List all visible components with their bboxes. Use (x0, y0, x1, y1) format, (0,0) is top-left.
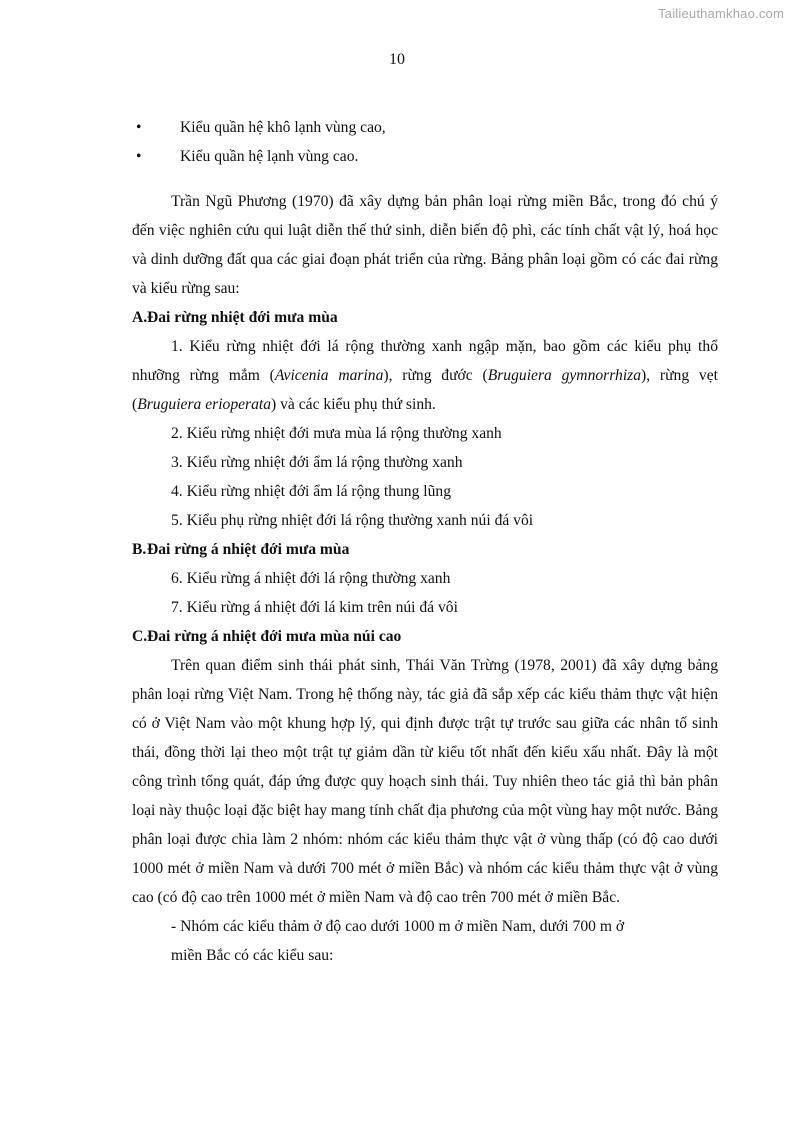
bullet-item (132, 113, 718, 142)
bullet-icon: • (136, 119, 142, 136)
item-text: ), rừng đước ( (383, 367, 488, 384)
list-item: 5. Kiểu phụ rừng nhiệt đới lá rộng thường xanh núi đá vôi (171, 512, 534, 529)
bullet-item (132, 142, 718, 171)
spacer (132, 171, 718, 187)
intro-paragraph: Trần Ngũ Phương (1970) đã xây dựng bản phân loại rừng miền Bắc, trong đó chú ý đến việc nghiên cứu qui luật diễn thế thứ sinh, diễn biến độ phì, các tính chất vật lý, hoá học và dinh dưỡng đất qua các giai đoạn phát triển của rừng. Bảng phân loại gồm có các đai rừng và kiểu rừng sau: (132, 193, 718, 297)
item-text: 1. Kiểu rừng nhiệt đới lá rộng thường xanh ngập mặn, bao gồm các kiểu phụ thổ nhưỡng rừng mắm ( (132, 338, 718, 384)
section-title: Đai rừng nhiệt đới mưa mùa (147, 309, 338, 326)
section-letter: C. (132, 628, 148, 645)
bullet-text: Kiểu quần hệ lạnh vùng cao. (180, 148, 359, 165)
section-heading-c (132, 622, 718, 651)
list-item: 2. Kiểu rừng nhiệt đới mưa mùa lá rộng thường xanh (171, 425, 502, 442)
bullet-text: Kiểu quần hệ khô lạnh vùng cao, (180, 119, 386, 136)
list-item: 6. Kiểu rừng á nhiệt đới lá rộng thường xanh (171, 570, 451, 587)
page-number: 10 (389, 51, 405, 68)
list-item: 4. Kiểu rừng nhiệt đới ẩm lá rộng thung lũng (171, 483, 452, 500)
section-heading-a (132, 303, 718, 332)
item-text: ) và các kiểu phụ thứ sinh. (271, 396, 436, 413)
section-letter: A. (132, 309, 148, 326)
list-item: 7. Kiểu rừng á nhiệt đới lá kim trên núi đá vôi (171, 599, 458, 616)
section-title: Đai rừng á nhiệt đới mưa mùa núi cao (147, 628, 402, 645)
section-letter: B. (132, 541, 147, 558)
item-text: ), rừng vẹt ( (132, 367, 718, 413)
list-item: 3. Kiểu rừng nhiệt đới ẩm lá rộng thường xanh (171, 454, 463, 471)
watermark: Tailieuthamkhao.com (658, 6, 784, 21)
closing-line: - Nhóm các kiểu thảm ở độ cao dưới 1000 m ở miền Nam, dưới 700 m ở (171, 918, 625, 935)
species-name: Bruguiera erioperata (137, 396, 272, 413)
closing-line: miền Bắc có các kiểu sau: (171, 947, 334, 964)
section-heading-b (132, 535, 718, 564)
list-item (132, 332, 718, 419)
species-name: Avicenia marina (274, 367, 384, 384)
page-body (132, 113, 718, 970)
section-title: Đai rừng á nhiệt đới mưa mùa (147, 541, 350, 558)
main-paragraph: Trên quan điểm sinh thái phát sinh, Thái Văn Trừng (1978, 2001) đã xây dựng bảng phân loại rừng Việt Nam. Trong hệ thống này, tác giả đã sắp xếp các kiểu thảm thực vật hiện có ở Việt Nam vào một khung hợp lý, qui định được trật tự trước sau giữa các nhân tố sinh thái, đồng thời lại theo một trật tự giảm dần từ kiểu tốt nhất đến kiểu xấu nhất. Đây là một công trình tổng quát, đáp ứng được quy hoạch sinh thái. Tuy nhiên theo tác giả thì bản phân loại này thuộc loại đặc biệt hay mang tính chất địa phương của một vùng hay một nước. Bảng phân loại được chia làm 2 nhóm: nhóm các kiểu thảm thực vật ở vùng thấp (có độ cao dưới 1000 mét ở miền Nam và dưới 700 mét ở miền Bắc) và nhóm các kiểu thảm thực vật ở vùng cao (có độ cao trên 1000 mét ở miền Nam và độ cao trên 700 mét ở miền Bắc. (132, 657, 718, 906)
bullet-icon: • (136, 148, 142, 165)
species-name: Bruguiera gymnorrhiza (487, 367, 642, 384)
